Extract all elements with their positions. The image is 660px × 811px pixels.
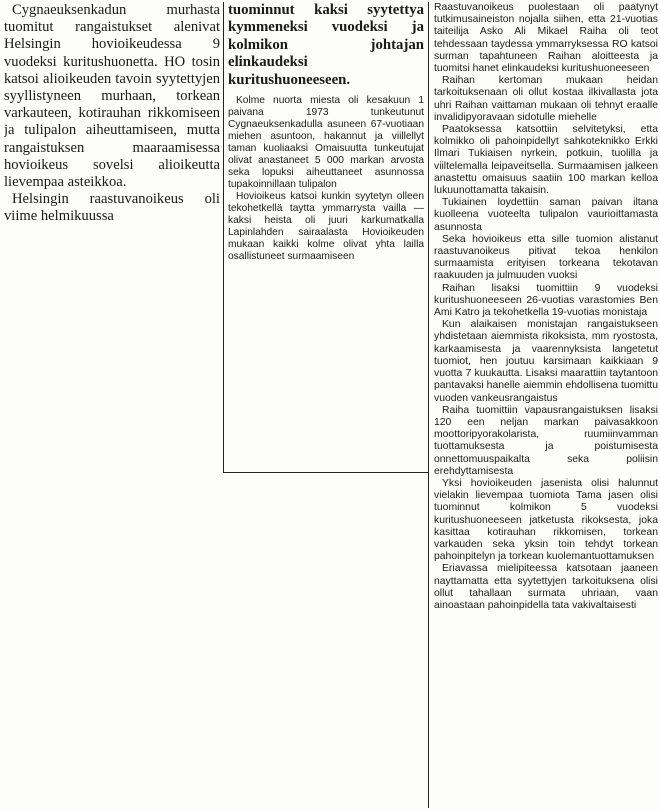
body-paragraph: Yksi hovioikeuden jasenista olisi halunnut vielakin lievempaa tuomiota Tama jasen olisi tuominnut kolmikon 5 vuodeksi kuritushuoneeseen jatketusta rikoksesta, joka kasittaa kotirauhan rikkomisen, torkean varkauden seka yksin toin tehdyt torkean pahoinpitelyn ja torkean kuolemantuottamuksen <box>434 477 658 563</box>
column-2 <box>228 2 424 263</box>
column-3 <box>434 2 658 612</box>
body-paragraph: Tukiainen loydettiin saman paivan iltana kuolleena vuoteelta tulipalon vaurioittamasta asunnosta <box>434 197 658 233</box>
body-paragraph: Hovioikeus katsoi kunkin syytetyn olleen tekohetkellä taytta ymmarrysta vailla — kaksi heista oli juuri karkumatkalla Lapinlahden sairaalasta Hovioikeuden mukaan kaikki kolme olivat yhta lailla osallistuneet surmaamiseen <box>228 191 424 263</box>
body-paragraph: Seka hovioikeus etta sille tuomion alistanut raastuvanoikeus pitivat tekoa henkilon surmaamista erityisen torkeana tekotavan raakuuden ja julmuuden vuoksi <box>434 233 658 282</box>
column-rule <box>428 2 429 808</box>
deck-paragraph: tuominnut kaksi syytettya kymmeneksi vuodeksi ja kolmikon johtajan elinkaudeksi kuritushuoneeseen. <box>228 2 424 88</box>
body-paragraph: Kolme nuorta miesta oli kesakuun 1 paivana 1973 tunkeutunut Cygnaeuksenkadulla asuneen 67-vuotiaan miehen asuntoon, hakannut ja viillellyt taman kuoliaaksi Omaisuutta tunkeutujat olivat anastaneet 5 000 markan arvosta seka lopuksi aiheuttaneet asunnossa tupakoinnillaan tulipalon <box>228 95 424 191</box>
body-paragraph: Raiha tuomittiin vapausrangaistuksen lisaksi 120 een neljan markan paivasakkoon moottoripyorakolarista, ruumiinvamman tuottamuksesta ja poistumisesta onnettomuuspaikalta seka poliisin erehdyttamisesta <box>434 404 658 477</box>
body-paragraph: Raastuvanoikeus puolestaan oli paatynyt tutkimusaineiston nojalla siihen, etta 21-vuotias taiteilija Asko Ali Mikael Raiha oli teot tehdessaan taydessa ymmarryksessa RO katsoi surman tapahtuneen Raihan aloitteesta ja tuomitsi hanet elinkaudeksi kuritushuoneeseen <box>434 2 658 75</box>
column-rule <box>223 2 224 472</box>
lead-paragraph: Helsingin raastuvanoikeus oli viime helmikuussa <box>4 191 220 225</box>
lead-paragraph: Cygnaeuksenkadun murhasta tuomitut rangaistukset alenivat Helsingin hovioikeudessa 9 vuodeksi kuritushuonetta. HO tosin katsoi alioikeuden tavoin syytettyjen syyllistyneen murhaan, torkean varkauteen, kotirauhan rikkomiseen ja tulipalon aiheuttamiseen, mutta rangaistuksen maaraamisessa hovioikeus sovelsi alioikeutta lievempaa asteikkoa. <box>4 2 220 191</box>
column-1 <box>4 2 220 226</box>
body-paragraph: Raihan kertoman mukaan heidan tarkoituksenaan oli ollut kostaa ilkivallasta jota uhri Raihan vaittaman mukaan oli tehnyt eraalle invalidipyoravaan sidotulle miehelle <box>434 75 658 123</box>
body-paragraph: Paatoksessa katsottiin selvitetyksi, etta kolmikko oli pahoinpidellyt sahkoteknikko Erkki Ilmari Tukiaisen nyrkein, potkuin, tuolilla ja viiltelemalla leipaveitsella. Surmaamisen jalkeen anastettu omaisuus saatiin 100 markan kelloa lukuunottamatta takaisin. <box>434 124 658 197</box>
body-paragraph: Raihan lisaksi tuomittiin 9 vuodeksi kuritushuoneeseen 26-vuotias varastomies Ben Ami Katro ja tekohetkella 19-vuotias monistaja <box>434 282 658 319</box>
column-end-rule <box>223 472 429 473</box>
body-paragraph: Eriavassa mielipiteessa katsotaan jaaneen nayttamatta etta syytettyjen tarkoituksena olisi ollut tahallaan surmata uhriaan, vaan ainoastaan pahoinpidella tata vakivaltaisesti <box>434 563 658 611</box>
body-paragraph: Kun alaikaisen monistajan rangaistukseen yhdistetaan aiemmista rikoksista, mm ryostosta, karkaamisesta ja vaarennyksista langetetut tuomiot, hen joutuu karsimaan kaikkiaan 9 vuotta 7 kuukautta. Lisaksi maarattiin taytantoon pantavaksi hanelle aiemmin ehdollisena tuomittu vuoden vankeusrangaistus <box>434 319 658 404</box>
